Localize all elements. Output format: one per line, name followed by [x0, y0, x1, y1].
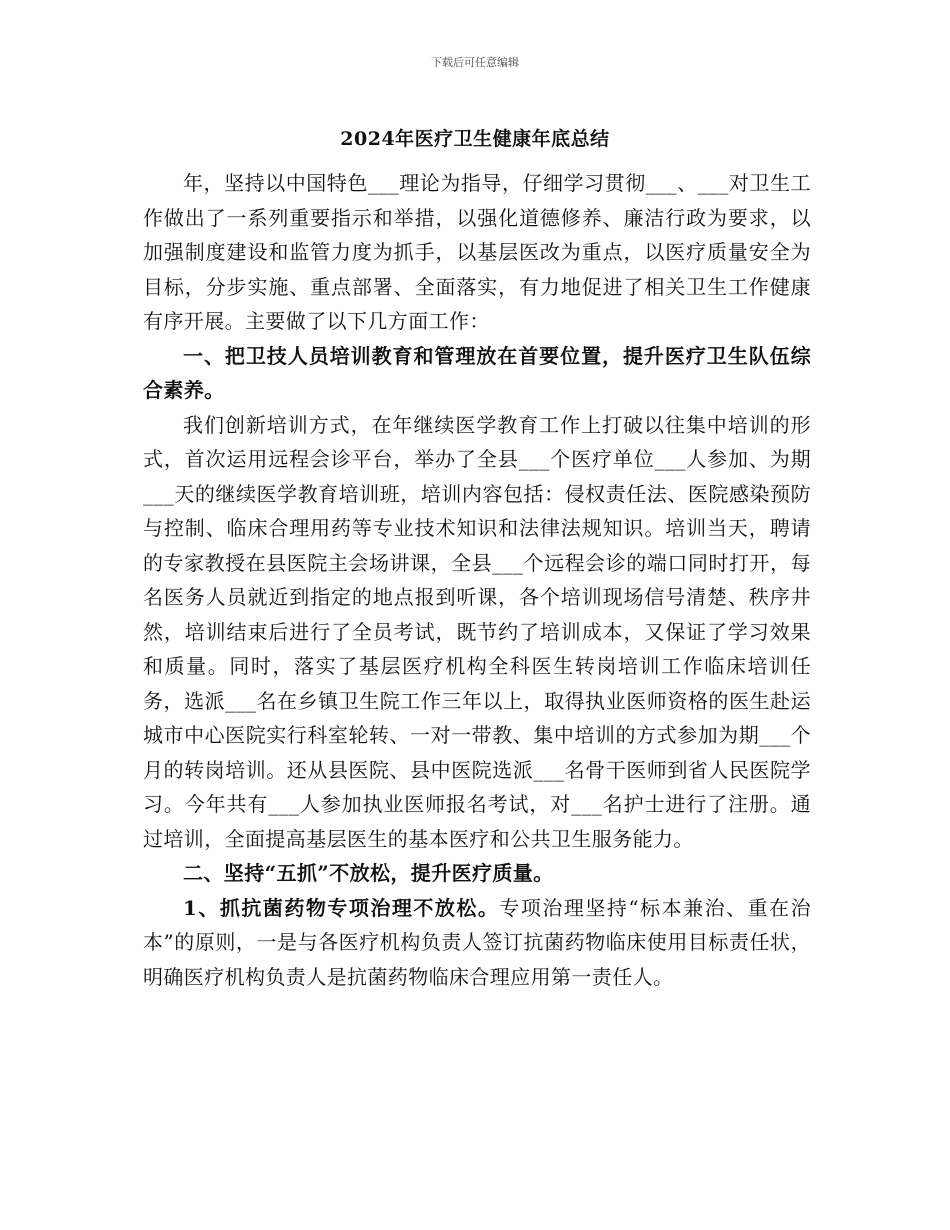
document-title: 2024年医疗卫生健康年底总结 [340, 128, 610, 150]
intro-paragraph: 年，坚持以中国特色___理论为指导，仔细学习贯彻___、___对卫生工作做出了一系列重要指示和举措，以强化道德修养、廉洁行政为要求，以加强制度建设和监管力度为抓手，以基层医改为重点，以医疗质量安全为目标，分步实施、重点部署、全面落实，有力地促进了相关卫生工作健康有序开展。主要做了以下几方面工作： [143, 171, 811, 333]
antibiotic-paragraph [143, 891, 811, 995]
section-heading-2: 二、坚持“五抓”不放松，提升医疗质量。 [183, 861, 554, 885]
section-heading-1: 一、把卫技人员培训教育和管理放在首要位置，提升医疗卫生队伍综合素养。 [143, 343, 811, 402]
training-paragraph: 我们创新培训方式，在年继续医学教育工作上打破以往集中培训的形式，首次运用远程会诊平台，举办了全县___个医疗单位___人参加、为期___天的继续医学教育培训班，培训内容包括：侵权责任法、医院感染预防与控制、临床合理用药等专业技术知识和法律法规知识。培训当天，聘请的专家教授在县医院主会场讲课，全县___个远程会诊的端口同时打开，每名医务人员就近到指定的地点报到听课，各个培训现场信号清楚、秩序井然，培训结束后进行了全员考试，既节约了培训成本，又保证了学习效果和质量。同时，落实了基层医疗机构全科医生转岗培训工作临床培训任务，选派___名在乡镇卫生院工作三年以上，取得执业医师资格的医生赴运城市中心医院实行科室轮转、一对一带教、集中培训的方式参加为期___个月的转岗培训。还从县医院、县中医院选派___名骨干医师到省人民医院学习。今年共有___人参加执业医师报名考试，对___名护士进行了注册。通过培训，全面提高基层医生的基本医疗和公共卫生服务能力。 [143, 412, 811, 851]
header-note: 下载后可任意编辑 [431, 56, 519, 69]
document-body [143, 166, 811, 994]
antibiotic-lead: 1、抓抗菌药物专项治理不放松。 [183, 895, 500, 920]
antibiotic-body: 专项治理坚持“标本兼治、重在治本”的原则，一是与各医疗机构负责人签订抗菌药物临床使用目标责任状，明确医疗机构负责人是抗菌药物临床合理应用第一责任人。 [143, 895, 811, 989]
